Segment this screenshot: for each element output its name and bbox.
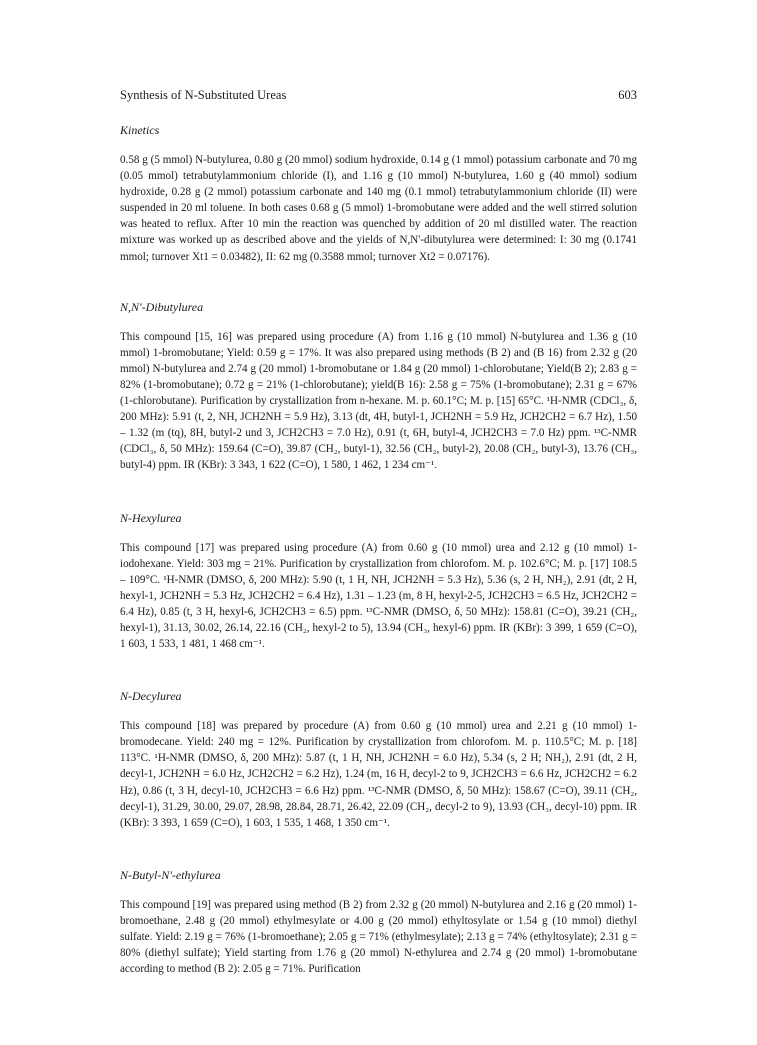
section-paragraph: This compound [19] was prepared using method (B 2) from 2.32 g (20 mmol) N-butylurea and 2.16 g (20 mmol) 1-bromoethane, 2.48 g (20 mmol) ethylmesylate or 4.00 g (20 mmol) ethyltosylate or 1.54 g (10 mmol) diethyl sulfate. Yield: 2.19 g = 76% (1-bromoethane); 2.05 g = 71% (ethylmesylate); 2.13 g = 74% (ethyltosylate); 2.31 g = 80% (diethyl sulfate); Yield starting from 1.76 g (20 mmol) N-ethylurea and 2.74 g (20 mmol) 1-bromobutane according to method (B 2): 2.05 g = 71%. Purification <box>120 898 637 976</box>
section-dibutylurea <box>120 299 637 474</box>
section-paragraph: This compound [18] was prepared by procedure (A) from 0.60 g (10 mmol) urea and 2.21 g (10 mmol) 1-bromodecane. Yield: 240 mg = 12%. Purification by crystallization from chlorofom. M. p. 110.5°C; M. p. [18] 113°C. ¹H-NMR (DMSO, δ, 200 MHz): 5.87 (t, 1 H, NH, JCH2NH = 6.0 Hz), 5.34 (s, 2 H; NH₂), 2.91 (dt, 2 H, decyl-1, JCH2NH = 6.0 Hz, JCH2CH2 = 6.2 Hz), 1.24 (m, 16 H, decyl-2 to 9, JCH2CH3 = 6.6 Hz, JCH2CH2 = 6.2 Hz), 0.86 (t, 3 H, decyl-10, JCH2CH3 = 6.6 Hz) ppm. ¹³C-NMR (DMSO, δ, 50 MHz): 158.67 (C=O), 39.11 (CH₂, decyl-1), 31.29, 30.00, 29.07, 28.98, 28.84, 28.71, 26.42, 22.09 (CH₂, decyl-2 to 9), 13.93 (CH₃, decyl-10) ppm. IR (KBr): 3 393, 1 659 (C=O), 1 603, 1 535, 1 468, 1 350 cm⁻¹. <box>120 720 637 829</box>
running-title: Synthesis of N-Substituted Ureas <box>120 88 287 102</box>
section-heading: N-Decylurea <box>120 689 182 704</box>
section-decylurea <box>120 688 637 831</box>
section-paragraph: 0.58 g (5 mmol) N-butylurea, 0.80 g (20 mmol) sodium hydroxide, 0.14 g (1 mmol) potassium carbonate and 70 mg (0.05 mmol) tetrabutylammonium chloride (I), and 1.16 g (10 mmol) N-butylurea, 1.60 g (40 mmol) sodium hydroxide, 0.28 g (2 mmol) potassium carbonate and 140 mg (0.1 mmol) tetrabutylammonium chloride (II) were suspended in 20 ml toluene. In both cases 0.68 g (5 mmol) 1-bromobutane were added and the well stirred solution was heated to reflux. After 10 min the reaction was quenched by addition of 20 ml distilled water. The reaction mixture was worked up as described above and the yields of N,N'-dibutylurea were determined: I: 30 mg (0.1741 mmol; turnover Xt1 = 0.03482), II: 62 mg (0.3588 mmol; turnover Xt2 = 0.07176). <box>120 154 637 263</box>
section-hexylurea <box>120 510 637 653</box>
section-paragraph: This compound [15, 16] was prepared using procedure (A) from 1.16 g (10 mmol) N-butylurea and 1.36 g (10 mmol) 1-bromobutane; Yield: 0.59 g = 17%. It was also prepared using methods (B 2) and (B 16) from 2.32 g (20 mmol) N-butylurea and 2.74 g (20 mmol) 1-bromobutane or 1.84 g (20 mmol) 1-chlorobutane; Yield(B 2); 2.83 g = 82% (1-bromobutane); 0.72 g = 21% (1-chlorobutane); yield(B 16): 2.58 g = 75% (1-bromobutane); 2.31 g = 67% (1-chlorobutane). Purification by crystallization from n-hexane. M. p. 60.1°C; M. p. [15] 65°C. ¹H-NMR (CDCl₃, δ, 200 MHz): 5.91 (t, 2, NH, JCH2NH = 5.9 Hz), 3.13 (dt, 4H, butyl-1, JCH2NH = 5.9 Hz, JCH2CH2 = 6.7 Hz), 1.50 – 1.32 (m (tq), 8H, butyl-2 und 3, JCH2CH3 = 7.0 Hz), 0.91 (t, 6H, butyl-4, JCH2CH3 = 7.0 Hz) ppm. ¹³C-NMR (CDCl₃, δ, 50 MHz): 159.64 (C=O), 39.87 (CH₂, butyl-1), 32.56 (CH₂, butyl-2), 20.08 (CH₂, butyl-3), 13.76 (CH₃, butyl-4) ppm. IR (KBr): 3 343, 1 622 (C=O), 1 580, 1 462, 1 234 cm⁻¹. <box>120 330 637 472</box>
section-butyl-ethylurea <box>120 867 637 977</box>
running-head <box>120 88 637 103</box>
section-heading: N-Butyl-N'-ethylurea <box>120 867 221 882</box>
section-heading: Kinetics <box>120 123 160 137</box>
page-number: 603 <box>618 88 637 102</box>
section-paragraph: This compound [17] was prepared using procedure (A) from 0.60 g (10 mmol) urea and 2.12 g (10 mmol) 1-iodohexane. Yield: 303 mg = 21%. Purification by crystallization from chlorofom. M. p. 102.6°C; M. p. [17] 108.5 – 109°C. ¹H-NMR (DMSO, δ, 200 MHz): 5.90 (t, 1 H, NH, JCH2NH = 5.3 Hz), 5.36 (s, 2 H, NH₂), 2.91 (dt, 2 H, hexyl-1, JCH2NH = 5.3 Hz, JCH2CH2 = 6.4 Hz), 1.31 – 1.23 (m, 8 H, hexyl-2-5, JCH2CH3 = 6.5 Hz, JCH2CH2 = 6.4 Hz), 0.85 (t, 3 H, hexyl-6, JCH2CH3 = 6.5) ppm. ¹³C-NMR (DMSO, δ, 50 MHz): 158.81 (C=O), 39.21 (CH₂, hexyl-1), 31.13, 30.02, 26.14, 22.16 (CH₂, hexyl-2 to 5), 13.94 (CH₃, hexyl-6) ppm. IR (KBr): 3 399, 1 659 (C=O), 1 603, 1 533, 1 481, 1 468 cm⁻¹. <box>120 541 637 651</box>
section-heading: N-Hexylurea <box>120 510 182 525</box>
article-body <box>120 122 637 977</box>
section-kinetics <box>120 122 637 265</box>
section-heading: N,N'-Dibutylurea <box>120 299 204 314</box>
